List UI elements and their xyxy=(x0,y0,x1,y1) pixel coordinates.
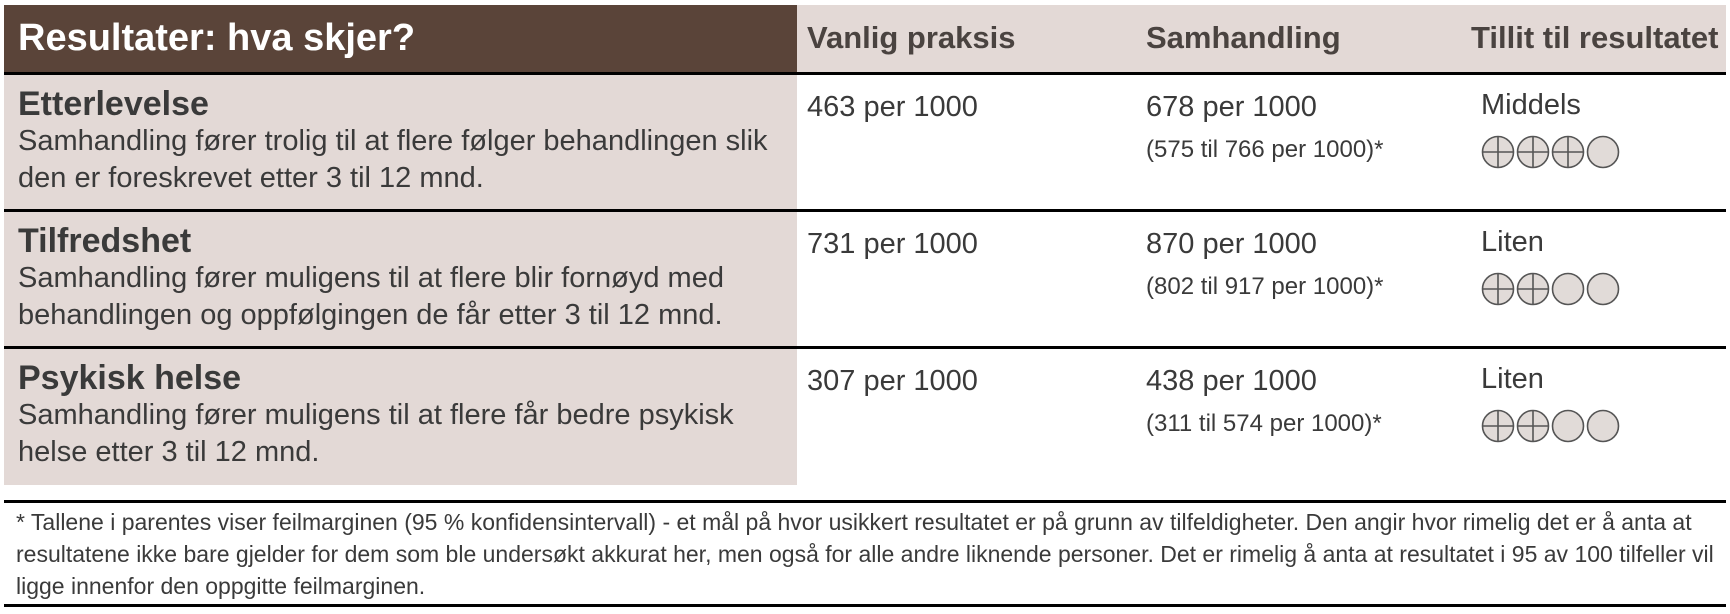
confidence-interval: (575 til 766 per 1000)* xyxy=(1146,135,1384,163)
table-row xyxy=(4,73,1726,210)
circle-plus-icon xyxy=(1481,272,1515,306)
circle-plus-icon xyxy=(1516,409,1550,443)
certainty-cell xyxy=(1461,73,1726,210)
usual-value: 307 per 1000 xyxy=(797,347,1136,485)
circle-plus-icon xyxy=(1551,135,1585,169)
certainty-rating xyxy=(1481,409,1726,443)
outcome-title: Etterlevelse xyxy=(18,84,209,123)
collab-value: 678 per 1000 xyxy=(1146,90,1317,123)
certainty-label: Liten xyxy=(1481,225,1544,258)
circle-empty-icon xyxy=(1551,409,1585,443)
certainty-cell xyxy=(1461,210,1726,347)
table-title: Resultater: hva skjer? xyxy=(4,5,797,73)
outcome-cell xyxy=(4,73,797,210)
certainty-label: Middels xyxy=(1481,88,1581,121)
collab-value: 438 per 1000 xyxy=(1146,364,1317,397)
usual-value: 731 per 1000 xyxy=(797,210,1136,347)
table-row xyxy=(4,347,1726,485)
outcome-cell xyxy=(4,210,797,347)
collab-cell xyxy=(1136,210,1461,347)
outcome-description: Samhandling fører muligens til at flere blir fornøyd med behandlingen og oppfølgingen de får etter 3 til 12 mnd. xyxy=(18,261,724,331)
circle-empty-icon xyxy=(1551,272,1585,306)
circle-empty-icon xyxy=(1586,135,1620,169)
circle-empty-icon xyxy=(1586,409,1620,443)
certainty-rating xyxy=(1481,272,1726,306)
header-certainty: Tillit til resultatet xyxy=(1461,5,1726,73)
certainty-rating xyxy=(1481,135,1726,169)
certainty-label: Liten xyxy=(1481,362,1544,395)
outcome-cell xyxy=(4,347,797,485)
footnote: * Tallene i parentes viser feilmarginen (95 % konfidensintervall) - et mål på hvor usikkert resultatet er på grunn av tilfeldigheter. Den angir hvor rimelig det er å anta at resultatene ikke bare gjelder for dem som ble undersøkt akkurat her, men også for alle andre liknende personer. Det er rimelig å anta at resultatet i 95 av 100 tilfeller vil ligge innenfor den oppgitte feilmarginen. xyxy=(4,500,1726,607)
outcome-title: Tilfredshet xyxy=(18,221,192,260)
table-header-row xyxy=(4,5,1726,73)
confidence-interval: (311 til 574 per 1000)* xyxy=(1146,409,1382,437)
outcome-description: Samhandling fører trolig til at flere følger behandlingen slik den er foreskrevet etter 3 til 12 mnd. xyxy=(18,124,768,194)
collab-value: 870 per 1000 xyxy=(1146,227,1317,260)
collab-cell xyxy=(1136,73,1461,210)
circle-plus-icon xyxy=(1481,135,1515,169)
results-table xyxy=(4,5,1726,485)
circle-plus-icon xyxy=(1481,409,1515,443)
usual-value: 463 per 1000 xyxy=(797,73,1136,210)
circle-plus-icon xyxy=(1516,135,1550,169)
collab-cell xyxy=(1136,347,1461,485)
outcome-title: Psykisk helse xyxy=(18,358,242,397)
header-usual-practice: Vanlig praksis xyxy=(797,5,1136,73)
circle-empty-icon xyxy=(1586,272,1620,306)
circle-plus-icon xyxy=(1516,272,1550,306)
table-row xyxy=(4,210,1726,347)
certainty-cell xyxy=(1461,347,1726,485)
outcome-description: Samhandling fører muligens til at flere får bedre psykisk helse etter 3 til 12 mnd. xyxy=(18,398,734,468)
header-collaboration: Samhandling xyxy=(1136,5,1461,73)
confidence-interval: (802 til 917 per 1000)* xyxy=(1146,272,1384,300)
